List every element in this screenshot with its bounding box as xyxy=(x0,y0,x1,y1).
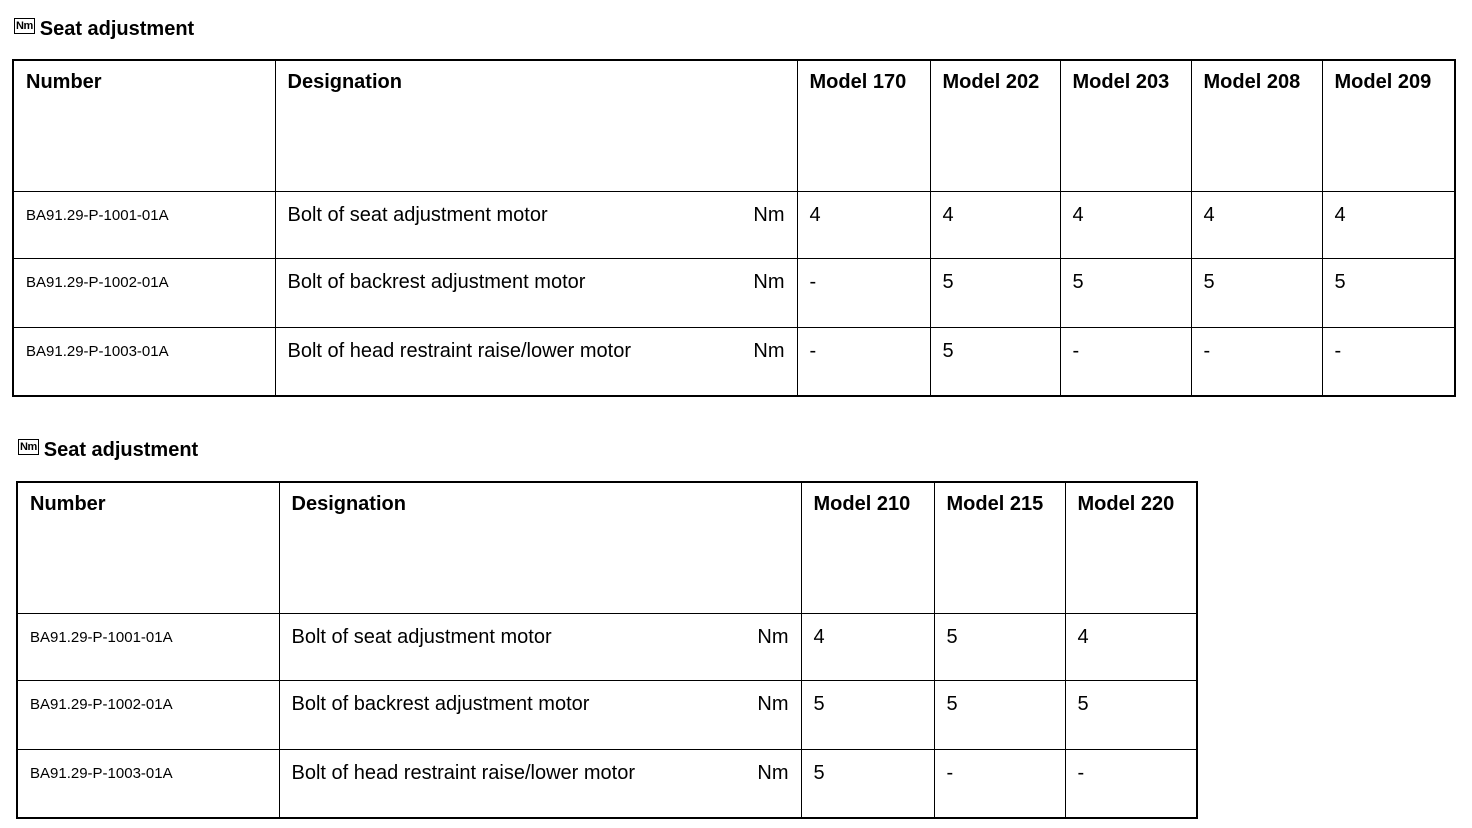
row-value: 5 xyxy=(801,749,934,818)
row-value: 5 xyxy=(801,680,934,749)
table-row xyxy=(17,749,1197,818)
row-value: 5 xyxy=(930,258,1060,327)
row-number: BA91.29-P-1001-01A xyxy=(17,613,279,680)
row-value: 5 xyxy=(1060,258,1191,327)
row-value: 5 xyxy=(930,327,1060,396)
designation-text: Bolt of backrest adjustment motor xyxy=(291,692,590,715)
header-model: Model 209 xyxy=(1322,60,1455,191)
row-value: - xyxy=(797,258,930,327)
table-row xyxy=(17,613,1197,680)
unit-label: Nm xyxy=(753,203,785,226)
section-2-heading xyxy=(18,437,198,463)
row-value: - xyxy=(1065,749,1197,818)
table-row xyxy=(13,258,1455,327)
torque-nm-icon: Nm xyxy=(20,441,37,453)
table-row xyxy=(13,191,1455,258)
row-designation xyxy=(275,258,797,327)
header-model: Model 220 xyxy=(1065,482,1197,613)
unit-label: Nm xyxy=(757,761,789,784)
row-value: 5 xyxy=(1322,258,1455,327)
designation-text: Bolt of backrest adjustment motor xyxy=(287,270,586,293)
row-designation xyxy=(275,191,797,258)
row-number: BA91.29-P-1002-01A xyxy=(17,680,279,749)
row-value: 5 xyxy=(934,613,1065,680)
table-header-row xyxy=(13,60,1455,191)
header-number: Number xyxy=(17,482,279,613)
section-title: Seat adjustment xyxy=(43,438,199,461)
section-title: Seat adjustment xyxy=(39,17,195,40)
row-value: 5 xyxy=(934,680,1065,749)
row-value: 4 xyxy=(801,613,934,680)
header-model: Model 208 xyxy=(1191,60,1322,191)
row-value: - xyxy=(1060,327,1191,396)
row-value: 4 xyxy=(1060,191,1191,258)
torque-nm-icon: Nm xyxy=(16,20,33,32)
designation-text: Bolt of head restraint raise/lower motor xyxy=(287,339,631,362)
header-model: Model 210 xyxy=(801,482,934,613)
header-number: Number xyxy=(13,60,275,191)
row-value: - xyxy=(1191,327,1322,396)
row-value: 4 xyxy=(797,191,930,258)
designation-text: Bolt of seat adjustment motor xyxy=(291,625,552,648)
unit-label: Nm xyxy=(753,270,785,293)
designation-text: Bolt of head restraint raise/lower motor xyxy=(291,761,635,784)
header-designation: Designation xyxy=(279,482,801,613)
header-designation: Designation xyxy=(275,60,797,191)
designation-text: Bolt of seat adjustment motor xyxy=(287,203,548,226)
row-value: 4 xyxy=(1191,191,1322,258)
table-header-row xyxy=(17,482,1197,613)
row-value: - xyxy=(934,749,1065,818)
header-model: Model 170 xyxy=(797,60,930,191)
row-value: - xyxy=(1322,327,1455,396)
row-designation xyxy=(279,749,801,818)
unit-label: Nm xyxy=(753,339,785,362)
row-value: 5 xyxy=(1191,258,1322,327)
torque-table-2 xyxy=(16,481,1198,819)
row-designation xyxy=(279,613,801,680)
row-designation xyxy=(275,327,797,396)
header-model: Model 203 xyxy=(1060,60,1191,191)
section-1-heading xyxy=(14,16,194,42)
row-value: 4 xyxy=(1065,613,1197,680)
row-number: BA91.29-P-1001-01A xyxy=(13,191,275,258)
unit-label: Nm xyxy=(757,692,789,715)
torque-table-1 xyxy=(12,59,1456,397)
table-row xyxy=(17,680,1197,749)
table-row xyxy=(13,327,1455,396)
row-value: - xyxy=(797,327,930,396)
row-number: BA91.29-P-1003-01A xyxy=(17,749,279,818)
header-model: Model 202 xyxy=(930,60,1060,191)
row-number: BA91.29-P-1003-01A xyxy=(13,327,275,396)
row-designation xyxy=(279,680,801,749)
row-value: 4 xyxy=(1322,191,1455,258)
row-value: 4 xyxy=(930,191,1060,258)
row-value: 5 xyxy=(1065,680,1197,749)
header-model: Model 215 xyxy=(934,482,1065,613)
row-number: BA91.29-P-1002-01A xyxy=(13,258,275,327)
unit-label: Nm xyxy=(757,625,789,648)
